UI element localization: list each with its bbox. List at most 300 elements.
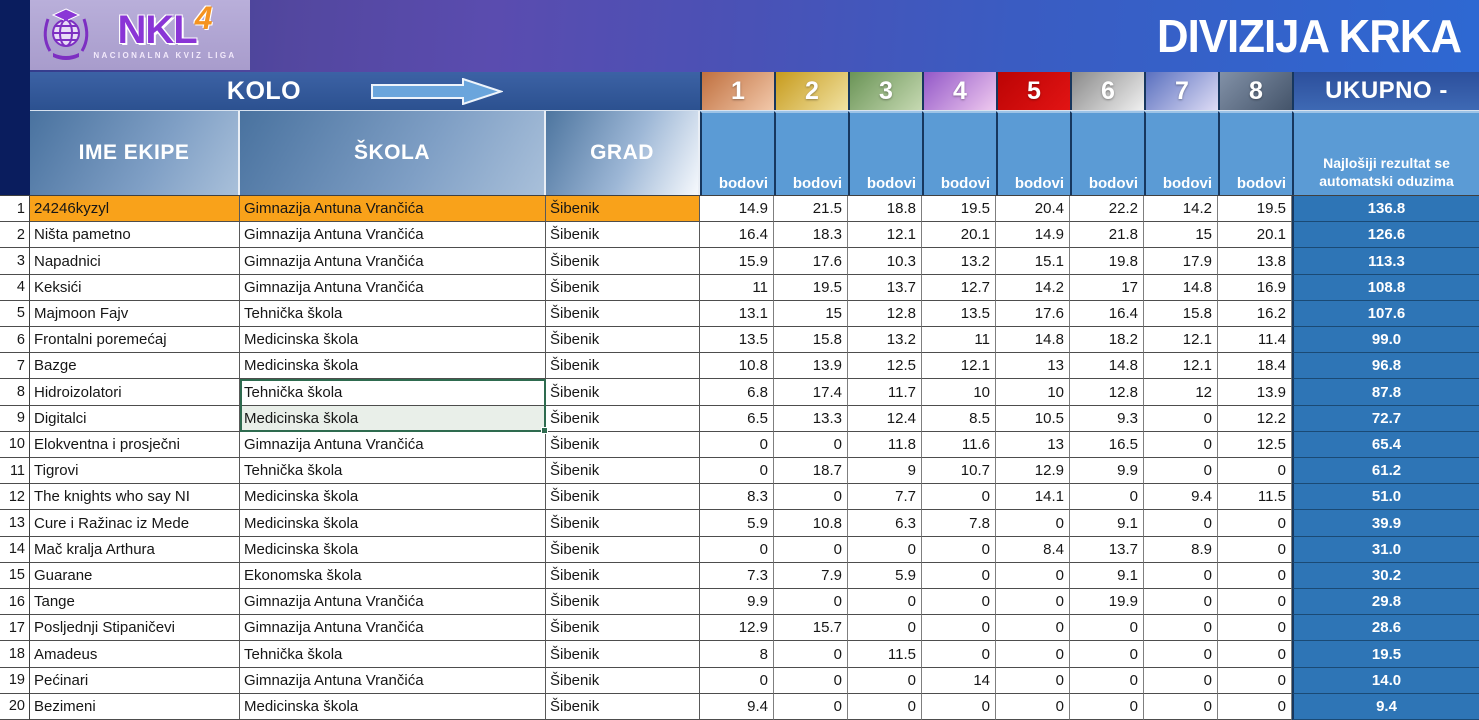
row-number-cell[interactable]: 14: [0, 537, 30, 563]
city-cell[interactable]: Šibenik: [546, 301, 700, 327]
total-cell[interactable]: 107.6: [1292, 301, 1479, 327]
school-cell[interactable]: Medicinska škola: [240, 484, 546, 510]
score-cell-round-7[interactable]: 0: [1144, 510, 1218, 536]
score-cell-round-7[interactable]: 9.4: [1144, 484, 1218, 510]
score-cell-round-6[interactable]: 14.8: [1070, 353, 1144, 379]
score-cell-round-1[interactable]: 10.8: [700, 353, 774, 379]
round-8-header[interactable]: 8: [1218, 72, 1292, 110]
score-cell-round-8[interactable]: 16.2: [1218, 301, 1292, 327]
school-cell[interactable]: Gimnazija Antuna Vrančića: [240, 615, 546, 641]
city-cell[interactable]: Šibenik: [546, 406, 700, 432]
total-cell[interactable]: 30.2: [1292, 563, 1479, 589]
score-cell-round-8[interactable]: 12.5: [1218, 432, 1292, 458]
team-name-cell[interactable]: Pećinari: [30, 668, 240, 694]
score-cell-round-2[interactable]: 17.6: [774, 248, 848, 274]
score-cell-round-5[interactable]: 10.5: [996, 406, 1070, 432]
score-cell-round-1[interactable]: 13.5: [700, 327, 774, 353]
kolo-label: KOLO: [226, 76, 302, 105]
score-cell-round-1[interactable]: 8.3: [700, 484, 774, 510]
score-cell-round-3[interactable]: 13.2: [848, 327, 922, 353]
round-8-bodovi-header[interactable]: bodovi: [1218, 111, 1292, 195]
score-cell-round-3[interactable]: 6.3: [848, 510, 922, 536]
team-name-cell[interactable]: Cure i Ražinac iz Mede: [30, 510, 240, 536]
score-cell-round-4[interactable]: 0: [922, 589, 996, 615]
score-cell-round-2[interactable]: 13.9: [774, 353, 848, 379]
score-cell-round-3[interactable]: 18.8: [848, 196, 922, 222]
score-cell-round-3[interactable]: 5.9: [848, 563, 922, 589]
city-cell[interactable]: Šibenik: [546, 510, 700, 536]
score-cell-round-8[interactable]: 0: [1218, 458, 1292, 484]
total-cell[interactable]: 28.6: [1292, 615, 1479, 641]
total-cell[interactable]: 65.4: [1292, 432, 1479, 458]
row-number-cell[interactable]: 8: [0, 379, 30, 405]
total-cell[interactable]: 99.0: [1292, 327, 1479, 353]
score-cell-round-6[interactable]: 9.9: [1070, 458, 1144, 484]
team-name-cell[interactable]: Keksići: [30, 275, 240, 301]
team-name-cell[interactable]: 24246kyzyl: [30, 196, 240, 222]
score-cell-round-7[interactable]: 0: [1144, 641, 1218, 667]
score-cell-round-7[interactable]: 14.2: [1144, 196, 1218, 222]
team-name-cell[interactable]: Bezimeni: [30, 694, 240, 720]
page-title: DIVIZIJA KRKA: [1156, 10, 1461, 62]
score-cell-round-8[interactable]: 20.1: [1218, 222, 1292, 248]
score-cell-round-4[interactable]: 10: [922, 379, 996, 405]
score-cell-round-7[interactable]: 0: [1144, 563, 1218, 589]
school-cell[interactable]: Tehnička škola: [240, 379, 546, 405]
score-cell-round-6[interactable]: 22.2: [1070, 196, 1144, 222]
score-cell-round-2[interactable]: 0: [774, 641, 848, 667]
score-cell-round-5[interactable]: 0: [996, 615, 1070, 641]
score-cell-round-5[interactable]: 10: [996, 379, 1070, 405]
score-cell-round-1[interactable]: 0: [700, 458, 774, 484]
team-name-cell[interactable]: Elokventna i prosječni: [30, 432, 240, 458]
score-cell-round-8[interactable]: 11.4: [1218, 327, 1292, 353]
score-cell-round-4[interactable]: 11.6: [922, 432, 996, 458]
row-number-cell[interactable]: 16: [0, 589, 30, 615]
score-cell-round-8[interactable]: 19.5: [1218, 196, 1292, 222]
city-cell[interactable]: Šibenik: [546, 563, 700, 589]
score-cell-round-5[interactable]: 8.4: [996, 537, 1070, 563]
score-cell-round-6[interactable]: 0: [1070, 484, 1144, 510]
score-cell-round-8[interactable]: 0: [1218, 537, 1292, 563]
score-cell-round-2[interactable]: 0: [774, 484, 848, 510]
round-6-bodovi-header[interactable]: bodovi: [1070, 111, 1144, 195]
city-cell[interactable]: Šibenik: [546, 668, 700, 694]
city-cell[interactable]: Šibenik: [546, 353, 700, 379]
logo-subtitle: NACIONALNA KVIZ LIGA: [93, 51, 237, 60]
row-number-cell[interactable]: 10: [0, 432, 30, 458]
score-cell-round-4[interactable]: 7.8: [922, 510, 996, 536]
score-cell-round-1[interactable]: 6.5: [700, 406, 774, 432]
team-name-cell[interactable]: Ništa pametno: [30, 222, 240, 248]
score-cell-round-1[interactable]: 13.1: [700, 301, 774, 327]
score-cell-round-3[interactable]: 0: [848, 668, 922, 694]
score-cell-round-1[interactable]: 15.9: [700, 248, 774, 274]
score-cell-round-8[interactable]: 0: [1218, 510, 1292, 536]
total-cell[interactable]: 113.3: [1292, 248, 1479, 274]
school-cell[interactable]: Gimnazija Antuna Vrančića: [240, 589, 546, 615]
row-number-cell[interactable]: 1: [0, 196, 30, 222]
kolo-header-cell[interactable]: [30, 72, 700, 110]
score-cell-round-6[interactable]: 9.3: [1070, 406, 1144, 432]
score-cell-round-5[interactable]: 0: [996, 641, 1070, 667]
school-cell[interactable]: Gimnazija Antuna Vrančića: [240, 222, 546, 248]
round-5-bodovi-header[interactable]: bodovi: [996, 111, 1070, 195]
total-cell[interactable]: 136.8: [1292, 196, 1479, 222]
team-name-cell[interactable]: Mač kralja Arthura: [30, 537, 240, 563]
score-cell-round-4[interactable]: 14: [922, 668, 996, 694]
city-cell[interactable]: Šibenik: [546, 248, 700, 274]
score-cell-round-3[interactable]: 9: [848, 458, 922, 484]
team-name-cell[interactable]: Tange: [30, 589, 240, 615]
total-cell[interactable]: 19.5: [1292, 641, 1479, 667]
score-cell-round-1[interactable]: 5.9: [700, 510, 774, 536]
score-cell-round-1[interactable]: 14.9: [700, 196, 774, 222]
score-cell-round-7[interactable]: 12: [1144, 379, 1218, 405]
row-number-cell[interactable]: 7: [0, 353, 30, 379]
score-cell-round-3[interactable]: 0: [848, 694, 922, 720]
score-cell-round-4[interactable]: 13.5: [922, 301, 996, 327]
score-cell-round-2[interactable]: 15.8: [774, 327, 848, 353]
score-cell-round-8[interactable]: 0: [1218, 668, 1292, 694]
school-cell[interactable]: Gimnazija Antuna Vrančića: [240, 432, 546, 458]
score-cell-round-8[interactable]: 11.5: [1218, 484, 1292, 510]
row-number-cell[interactable]: 15: [0, 563, 30, 589]
team-name-cell[interactable]: Napadnici: [30, 248, 240, 274]
score-cell-round-5[interactable]: 0: [996, 589, 1070, 615]
round-2-bodovi-header[interactable]: bodovi: [774, 111, 848, 195]
score-cell-round-8[interactable]: 13.9: [1218, 379, 1292, 405]
row-number-cell[interactable]: 12: [0, 484, 30, 510]
table-row: [0, 563, 1479, 589]
team-name-cell[interactable]: Amadeus: [30, 641, 240, 667]
nkl-logo: [30, 0, 250, 70]
team-name-cell[interactable]: Guarane: [30, 563, 240, 589]
score-cell-round-2[interactable]: 0: [774, 432, 848, 458]
score-cell-round-1[interactable]: 16.4: [700, 222, 774, 248]
row-number-cell[interactable]: 3: [0, 248, 30, 274]
score-cell-round-8[interactable]: 0: [1218, 615, 1292, 641]
city-cell[interactable]: Šibenik: [546, 379, 700, 405]
school-cell[interactable]: Medicinska škola: [240, 327, 546, 353]
score-cell-round-2[interactable]: 0: [774, 694, 848, 720]
score-cell-round-1[interactable]: 8: [700, 641, 774, 667]
city-cell[interactable]: Šibenik: [546, 275, 700, 301]
school-cell[interactable]: Medicinska škola: [240, 510, 546, 536]
score-cell-round-5[interactable]: 13: [996, 353, 1070, 379]
city-cell[interactable]: Šibenik: [546, 484, 700, 510]
score-cell-round-5[interactable]: 14.9: [996, 222, 1070, 248]
score-cell-round-7[interactable]: 0: [1144, 589, 1218, 615]
row-number-cell[interactable]: 11: [0, 458, 30, 484]
score-cell-round-6[interactable]: 18.2: [1070, 327, 1144, 353]
score-cell-round-1[interactable]: 7.3: [700, 563, 774, 589]
score-cell-round-5[interactable]: 15.1: [996, 248, 1070, 274]
school-cell[interactable]: Tehnička škola: [240, 458, 546, 484]
team-name-cell[interactable]: Hidroizolatori: [30, 379, 240, 405]
round-7-bodovi-header[interactable]: bodovi: [1144, 111, 1218, 195]
round-3-header[interactable]: 3: [848, 72, 922, 110]
round-1-header[interactable]: 1: [700, 72, 774, 110]
score-cell-round-3[interactable]: 11.5: [848, 641, 922, 667]
score-cell-round-7[interactable]: 15: [1144, 222, 1218, 248]
score-cell-round-3[interactable]: 12.5: [848, 353, 922, 379]
score-cell-round-2[interactable]: 18.7: [774, 458, 848, 484]
team-name-cell[interactable]: Frontalni poremećaj: [30, 327, 240, 353]
score-cell-round-4[interactable]: 0: [922, 615, 996, 641]
total-cell[interactable]: 61.2: [1292, 458, 1479, 484]
score-cell-round-3[interactable]: 0: [848, 537, 922, 563]
kolo-band: [30, 72, 1479, 111]
score-cell-round-6[interactable]: 13.7: [1070, 537, 1144, 563]
header-grad[interactable]: GRAD: [546, 111, 700, 195]
score-cell-round-2[interactable]: 10.8: [774, 510, 848, 536]
table-row: [0, 406, 1479, 432]
total-cell[interactable]: 51.0: [1292, 484, 1479, 510]
total-cell[interactable]: 9.4: [1292, 694, 1479, 720]
score-cell-round-3[interactable]: 12.1: [848, 222, 922, 248]
table-row: [0, 510, 1479, 536]
score-cell-round-6[interactable]: 9.1: [1070, 510, 1144, 536]
score-cell-round-2[interactable]: 0: [774, 668, 848, 694]
row-number-cell[interactable]: 17: [0, 615, 30, 641]
total-cell[interactable]: 72.7: [1292, 406, 1479, 432]
score-cell-round-8[interactable]: 12.2: [1218, 406, 1292, 432]
score-cell-round-5[interactable]: 14.8: [996, 327, 1070, 353]
score-cell-round-2[interactable]: 15.7: [774, 615, 848, 641]
team-name-cell[interactable]: Majmoon Fajv: [30, 301, 240, 327]
team-name-cell[interactable]: The knights who say NI: [30, 484, 240, 510]
score-cell-round-8[interactable]: 0: [1218, 563, 1292, 589]
city-cell[interactable]: Šibenik: [546, 222, 700, 248]
score-cell-round-1[interactable]: 11: [700, 275, 774, 301]
team-name-cell[interactable]: Digitalci: [30, 406, 240, 432]
city-cell[interactable]: Šibenik: [546, 327, 700, 353]
score-cell-round-6[interactable]: 0: [1070, 668, 1144, 694]
logo-acronym: NKL: [117, 8, 197, 52]
score-cell-round-8[interactable]: 0: [1218, 694, 1292, 720]
total-cell[interactable]: 108.8: [1292, 275, 1479, 301]
score-cell-round-8[interactable]: 16.9: [1218, 275, 1292, 301]
score-cell-round-7[interactable]: 0: [1144, 694, 1218, 720]
row-number-cell[interactable]: 18: [0, 641, 30, 667]
school-cell[interactable]: Medicinska škola: [240, 406, 546, 432]
score-cell-round-4[interactable]: 0: [922, 694, 996, 720]
round-4-header[interactable]: 4: [922, 72, 996, 110]
table-row: [0, 694, 1479, 720]
school-cell[interactable]: Medicinska škola: [240, 537, 546, 563]
table-row: [0, 275, 1479, 301]
score-cell-round-7[interactable]: 0: [1144, 668, 1218, 694]
score-cell-round-8[interactable]: 0: [1218, 589, 1292, 615]
school-cell[interactable]: Tehnička škola: [240, 641, 546, 667]
row-number-cell[interactable]: 4: [0, 275, 30, 301]
score-cell-round-1[interactable]: 0: [700, 432, 774, 458]
school-cell[interactable]: Medicinska škola: [240, 694, 546, 720]
score-cell-round-8[interactable]: 13.8: [1218, 248, 1292, 274]
score-cell-round-5[interactable]: 0: [996, 668, 1070, 694]
score-cell-round-3[interactable]: 0: [848, 589, 922, 615]
score-cell-round-7[interactable]: 12.1: [1144, 327, 1218, 353]
school-cell[interactable]: Ekonomska škola: [240, 563, 546, 589]
score-cell-round-3[interactable]: 11.7: [848, 379, 922, 405]
row-number-cell[interactable]: 2: [0, 222, 30, 248]
score-cell-round-4[interactable]: 12.1: [922, 353, 996, 379]
round-2-header[interactable]: 2: [774, 72, 848, 110]
score-cell-round-1[interactable]: 9.9: [700, 589, 774, 615]
city-cell[interactable]: Šibenik: [546, 641, 700, 667]
round-4-bodovi-header[interactable]: bodovi: [922, 111, 996, 195]
team-name-cell[interactable]: Tigrovi: [30, 458, 240, 484]
score-cell-round-4[interactable]: 11: [922, 327, 996, 353]
total-cell[interactable]: 87.8: [1292, 379, 1479, 405]
table-row: [0, 248, 1479, 274]
score-cell-round-4[interactable]: 12.7: [922, 275, 996, 301]
score-cell-round-2[interactable]: 19.5: [774, 275, 848, 301]
score-cell-round-4[interactable]: 8.5: [922, 406, 996, 432]
score-cell-round-2[interactable]: 17.4: [774, 379, 848, 405]
score-cell-round-2[interactable]: 0: [774, 537, 848, 563]
score-cell-round-6[interactable]: 19.8: [1070, 248, 1144, 274]
score-cell-round-7[interactable]: 0: [1144, 458, 1218, 484]
team-name-cell[interactable]: Bazge: [30, 353, 240, 379]
score-cell-round-3[interactable]: 7.7: [848, 484, 922, 510]
row-number-cell[interactable]: 6: [0, 327, 30, 353]
score-cell-round-5[interactable]: 0: [996, 510, 1070, 536]
score-cell-round-6[interactable]: 16.4: [1070, 301, 1144, 327]
score-cell-round-6[interactable]: 21.8: [1070, 222, 1144, 248]
score-cell-round-1[interactable]: 6.8: [700, 379, 774, 405]
row-number-cell[interactable]: 13: [0, 510, 30, 536]
score-cell-round-7[interactable]: 17.9: [1144, 248, 1218, 274]
total-cell[interactable]: 39.9: [1292, 510, 1479, 536]
score-cell-round-7[interactable]: 0: [1144, 432, 1218, 458]
score-cell-round-5[interactable]: 0: [996, 694, 1070, 720]
total-cell[interactable]: 14.0: [1292, 668, 1479, 694]
score-cell-round-4[interactable]: 0: [922, 641, 996, 667]
score-cell-round-4[interactable]: 0: [922, 537, 996, 563]
left-margin-strip: [0, 0, 30, 195]
score-cell-round-3[interactable]: 13.7: [848, 275, 922, 301]
total-cell[interactable]: 126.6: [1292, 222, 1479, 248]
right-arrow-icon: [371, 78, 503, 105]
score-cell-round-4[interactable]: 13.2: [922, 248, 996, 274]
header-skola[interactable]: ŠKOLA: [240, 111, 546, 195]
score-cell-round-6[interactable]: 9.1: [1070, 563, 1144, 589]
total-cell[interactable]: 31.0: [1292, 537, 1479, 563]
total-cell[interactable]: 96.8: [1292, 353, 1479, 379]
score-cell-round-4[interactable]: 10.7: [922, 458, 996, 484]
score-cell-round-1[interactable]: 9.4: [700, 694, 774, 720]
school-cell[interactable]: Medicinska škola: [240, 353, 546, 379]
score-cell-round-8[interactable]: 18.4: [1218, 353, 1292, 379]
score-cell-round-5[interactable]: 20.4: [996, 196, 1070, 222]
row-number-cell[interactable]: 5: [0, 301, 30, 327]
score-cell-round-7[interactable]: 8.9: [1144, 537, 1218, 563]
city-cell[interactable]: Šibenik: [546, 458, 700, 484]
score-cell-round-7[interactable]: 0: [1144, 406, 1218, 432]
school-cell[interactable]: Gimnazija Antuna Vrančića: [240, 275, 546, 301]
score-cell-round-3[interactable]: 12.4: [848, 406, 922, 432]
score-cell-round-6[interactable]: 0: [1070, 694, 1144, 720]
table-row: [0, 432, 1479, 458]
school-cell[interactable]: Gimnazija Antuna Vrančića: [240, 668, 546, 694]
score-cell-round-2[interactable]: 18.3: [774, 222, 848, 248]
round-7-header[interactable]: 7: [1144, 72, 1218, 110]
score-cell-round-4[interactable]: 19.5: [922, 196, 996, 222]
score-cell-round-6[interactable]: 16.5: [1070, 432, 1144, 458]
city-cell[interactable]: Šibenik: [546, 615, 700, 641]
column-header-row: [30, 111, 1479, 195]
score-cell-round-6[interactable]: 0: [1070, 641, 1144, 667]
score-cell-round-2[interactable]: 21.5: [774, 196, 848, 222]
city-cell[interactable]: Šibenik: [546, 537, 700, 563]
score-cell-round-6[interactable]: 19.9: [1070, 589, 1144, 615]
score-cell-round-6[interactable]: 12.8: [1070, 379, 1144, 405]
score-cell-round-3[interactable]: 11.8: [848, 432, 922, 458]
school-cell[interactable]: Gimnazija Antuna Vrančića: [240, 248, 546, 274]
ukupno-note-cell[interactable]: Najlošiji rezultat se automatski oduzima: [1292, 111, 1479, 195]
score-cell-round-4[interactable]: 0: [922, 484, 996, 510]
score-cell-round-5[interactable]: 13: [996, 432, 1070, 458]
city-cell[interactable]: Šibenik: [546, 589, 700, 615]
city-cell[interactable]: Šibenik: [546, 196, 700, 222]
score-cell-round-1[interactable]: 12.9: [700, 615, 774, 641]
score-cell-round-2[interactable]: 13.3: [774, 406, 848, 432]
score-cell-round-2[interactable]: 0: [774, 589, 848, 615]
score-cell-round-3[interactable]: 12.8: [848, 301, 922, 327]
score-cell-round-7[interactable]: 14.8: [1144, 275, 1218, 301]
score-cell-round-7[interactable]: 12.1: [1144, 353, 1218, 379]
score-cell-round-7[interactable]: 15.8: [1144, 301, 1218, 327]
city-cell[interactable]: Šibenik: [546, 694, 700, 720]
row-number-cell[interactable]: 20: [0, 694, 30, 720]
score-cell-round-4[interactable]: 0: [922, 563, 996, 589]
total-cell[interactable]: 29.8: [1292, 589, 1479, 615]
header-ime-ekipe[interactable]: IME EKIPE: [30, 111, 240, 195]
score-cell-round-3[interactable]: 0: [848, 615, 922, 641]
school-cell[interactable]: Tehnička škola: [240, 301, 546, 327]
city-cell[interactable]: Šibenik: [546, 432, 700, 458]
score-cell-round-5[interactable]: 0: [996, 563, 1070, 589]
score-cell-round-5[interactable]: 14.1: [996, 484, 1070, 510]
score-cell-round-7[interactable]: 0: [1144, 615, 1218, 641]
ukupno-header-cell[interactable]: UKUPNO -: [1292, 72, 1479, 110]
score-cell-round-2[interactable]: 15: [774, 301, 848, 327]
score-cell-round-6[interactable]: 0: [1070, 615, 1144, 641]
round-3-bodovi-header[interactable]: bodovi: [848, 111, 922, 195]
score-cell-round-4[interactable]: 20.1: [922, 222, 996, 248]
score-cell-round-1[interactable]: 0: [700, 537, 774, 563]
score-cell-round-5[interactable]: 12.9: [996, 458, 1070, 484]
table-row: [0, 589, 1479, 615]
school-cell[interactable]: Gimnazija Antuna Vrančića: [240, 196, 546, 222]
score-cell-round-1[interactable]: 0: [700, 668, 774, 694]
logo-edition-number: 4: [194, 0, 213, 36]
row-number-cell[interactable]: 19: [0, 668, 30, 694]
round-5-header[interactable]: 5: [996, 72, 1070, 110]
round-6-header[interactable]: 6: [1070, 72, 1144, 110]
score-cell-round-5[interactable]: 17.6: [996, 301, 1070, 327]
score-cell-round-8[interactable]: 0: [1218, 641, 1292, 667]
score-cell-round-2[interactable]: 7.9: [774, 563, 848, 589]
round-1-bodovi-header[interactable]: bodovi: [700, 111, 774, 195]
score-cell-round-3[interactable]: 10.3: [848, 248, 922, 274]
row-number-cell[interactable]: 9: [0, 406, 30, 432]
team-name-cell[interactable]: Posljednji Stipaničevi: [30, 615, 240, 641]
score-cell-round-5[interactable]: 14.2: [996, 275, 1070, 301]
score-cell-round-6[interactable]: 17: [1070, 275, 1144, 301]
